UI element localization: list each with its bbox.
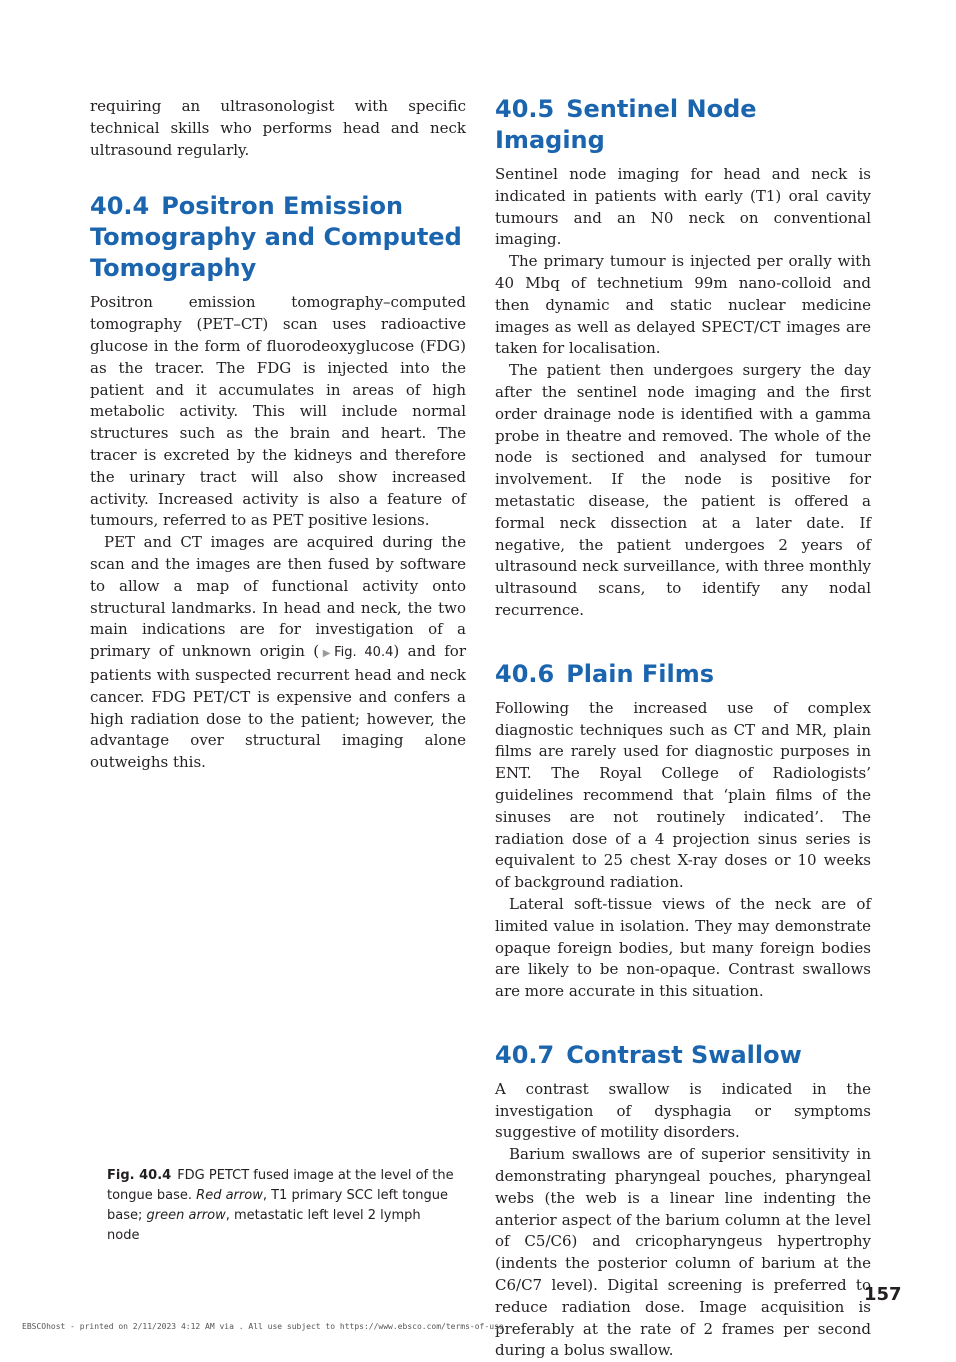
section-number: 40.5 — [495, 95, 555, 123]
footer-notice: EBSCOhost - printed on 2/11/2023 4:12 AM via . All use subject to https://www.ebsco.com/terms-of-use — [22, 1322, 504, 1331]
section-40-6-heading — [495, 659, 871, 690]
paragraph: The primary tumour is injected per orally with 40 Mbq of technetium 99m nano-colloid and then dynamic and static nuclear medicine images as well as delayed SPECT/CT images are taken for localisation. — [495, 252, 871, 358]
section-number: 40.6 — [495, 659, 555, 688]
section-title: Plain Films — [566, 659, 715, 688]
section-40-5-heading — [495, 94, 871, 156]
figure-label: Fig. 40.4 — [107, 1168, 172, 1183]
section-number: 40.7 — [495, 1040, 555, 1069]
section-title: Contrast Swallow — [566, 1040, 802, 1069]
left-column — [90, 96, 466, 774]
page-number: 157 — [864, 1284, 902, 1305]
section-title: Sentinel Node Imaging — [495, 95, 757, 154]
continued-paragraph: requiring an ultrasonologist with specific technical skills who performs head and neck ultrasound regularly. — [90, 97, 466, 159]
paragraph: Lateral soft-tissue views of the neck are of limited value in isolation. They may demonstrate opaque foreign bodies, but many foreign bodies are likely to be non-opaque. Contrast swallows are more accurate in this situation. — [495, 894, 871, 1001]
figure-reference-link[interactable]: Fig. 40.4 — [334, 645, 394, 661]
right-column — [495, 96, 871, 1362]
section-title: Positron Emission Tomography and Computed Tomography — [90, 192, 462, 283]
section-number: 40.4 — [90, 192, 150, 221]
section-40-7-heading — [495, 1040, 871, 1071]
figure-caption: Fig. 40.4 FDG PETCT fused image at the level of the tongue base. Red arrow, T1 primary SCC left tongue base; green arrow, metastatic left level 2 lymph node — [107, 1168, 454, 1243]
paragraph: The patient then undergoes surgery the day after the sentinel node imaging and the first order drainage node is identified with a gamma probe in theatre and removed. The whole of the node is sectioned and analysed for tumour involvement. If the node is positive for metastatic disease, the patient is offered a formal neck dissection at a later date. If negative, the patient undergoes 2 years of ultrasound neck surveillance, with three monthly ultrasound scans, to identify any nodal recurrence. — [495, 361, 871, 619]
paragraph: Barium swallows are of superior sensitivity in demonstrating pharyngeal pouches, pharyngeal webs (the web is a linear line indenting the anterior aspect of the barium column at the level of C5/C6) and cricopharyngeus hypertrophy (indents the posterior column of barium at the C6/C7 level). Digital screening is preferred to reduce radiation dose. Image acquisition is preferably at the rate of 2 frames per second during a bolus swallow. — [495, 1145, 871, 1360]
paragraph: PET and CT images are acquired during the scan and the images are then fused by software to allow a map of functional activity onto structural landmarks. In head and neck, the two main indications are for investigation of a primary of unknown origin (▶Fig. 40.4) and for patients with suspected recurrent head and neck cancer. FDG PET/CT is expensive and confers a high radiation dose to the patient; however, the advantage over structural imaging alone outweighs this. — [90, 533, 466, 772]
section-40-4-heading — [90, 191, 466, 284]
paragraph: Following the increased use of complex diagnostic techniques such as CT and MR, plain films are rarely used for diagnostic purposes in ENT. The Royal College of Radiologists’ guidelines recommend that ‘plain films of the sinuses are not routinely indicated’. The radiation dose of a 4 projection sinus series is equivalent to 25 chest X-ray doses or 10 weeks of background radiation. — [495, 698, 871, 892]
paragraph: Sentinel node imaging for head and neck is indicated in patients with early (T1) oral cavity tumours and an N0 neck on conventional imaging. — [495, 165, 871, 249]
paragraph: Positron emission tomography–computed tomography (PET–CT) scan uses radioactive glucose in the form of fluorodeoxyglucose (FDG) as the tracer. The FDG is injected into the patient and it accumulates in areas of high metabolic activity. This will include normal structures such as the brain and heart. The tracer is excreted by the kidneys and therefore the urinary tract will also show increased activity. Increased activity is also a feature of tumours, referred to as PET positive lesions. — [90, 293, 466, 530]
arrow-right-icon: ▶ — [319, 648, 335, 660]
paragraph: A contrast swallow is indicated in the investigation of dysphagia or symptoms suggestive of motility disorders. — [495, 1079, 871, 1142]
